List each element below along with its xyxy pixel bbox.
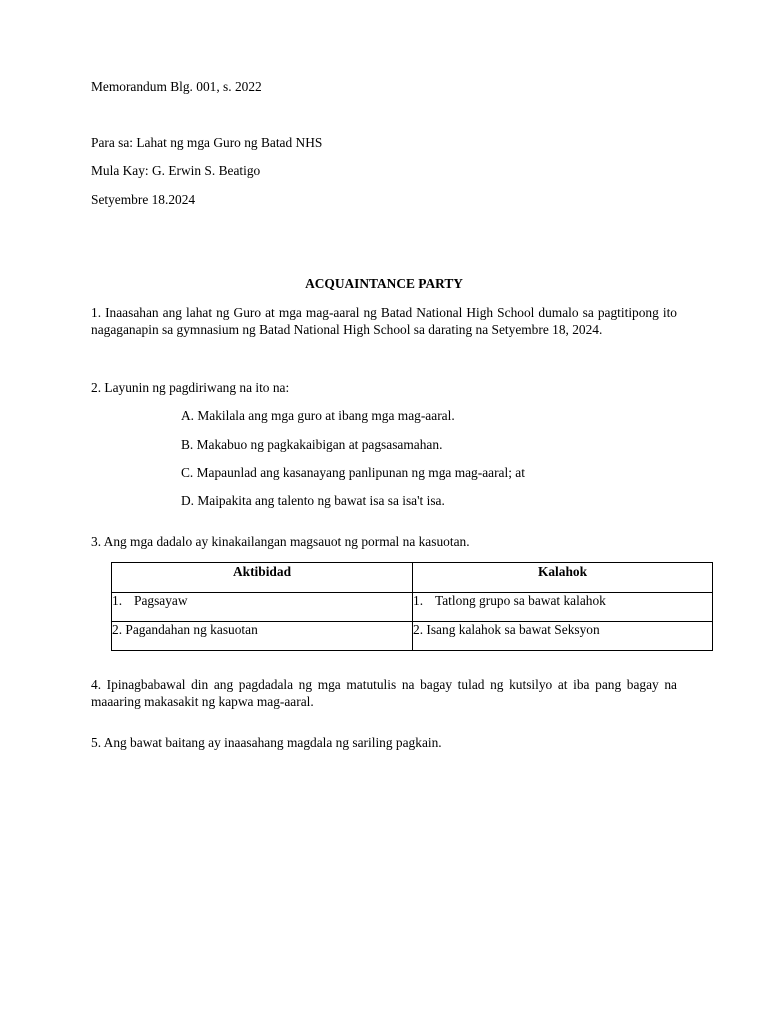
- memo-number: Memorandum Blg. 001, s. 2022: [91, 79, 262, 94]
- item-4-paragraph: 4. Ipinagbabawal din ang pagdadala ng mga matutulis na bagay tulad ng kutsilyo at iba pang bagay na maaaring makasakit ng kapwa mag-aaral.: [91, 677, 677, 709]
- memo-date: Setyembre 18.2024: [91, 192, 196, 207]
- header-kalahok: Kalahok: [413, 563, 713, 593]
- table-header-row: [112, 563, 713, 593]
- item-3-paragraph: 3. Ang mga dadalo ay kinakailangan magsauot ng pormal na kasuotan.: [91, 534, 470, 549]
- participant-cell: 2. Isang kalahok sa bawat Seksyon: [413, 622, 713, 651]
- participant-text: Tatlong grupo sa bawat kalahok: [435, 593, 606, 608]
- recipient-line: Para sa: Lahat ng mga Guro ng Batad NHS: [91, 135, 323, 150]
- list-number: 1.: [413, 593, 424, 608]
- activity-text: Pagsayaw: [134, 593, 188, 608]
- header-aktibidad: Aktibidad: [112, 563, 413, 593]
- activity-cell: 2. Pagandahan ng kasuotan: [112, 622, 413, 651]
- item-2-intro: 2. Layunin ng pagdiriwang na ito na:: [91, 380, 290, 395]
- item-1-paragraph: 1. Inaasahan ang lahat ng Guro at mga mag-aaral ng Batad National High School dumalo sa pagtitipong ito nagaganapin sa gymnasium ng Batad National High School sa darating na Setyembre 18, 2024.: [91, 305, 677, 337]
- table-row: [112, 593, 713, 622]
- objective-c: C. Mapaunlad ang kasanayang panlipunan ng mga mag-aaral; at: [181, 465, 525, 480]
- table-row: [112, 622, 713, 651]
- sender-line: Mula Kay: G. Erwin S. Beatigo: [91, 163, 261, 178]
- objective-a: A. Makilala ang mga guro at ibang mga mag-aaral.: [181, 408, 455, 423]
- objective-b: B. Makabuo ng pagkakaibigan at pagsasamahan.: [181, 437, 443, 452]
- participant-cell: [413, 593, 713, 622]
- item-5-paragraph: 5. Ang bawat baitang ay inaasahang magdala ng sariling pagkain.: [91, 735, 442, 750]
- memo-title: ACQUAINTANCE PARTY: [305, 276, 463, 291]
- activities-table: [111, 562, 713, 651]
- objective-d: D. Maipakita ang talento ng bawat isa sa isa't isa.: [181, 493, 445, 508]
- activity-cell: [112, 593, 413, 622]
- list-number: 1.: [112, 593, 123, 608]
